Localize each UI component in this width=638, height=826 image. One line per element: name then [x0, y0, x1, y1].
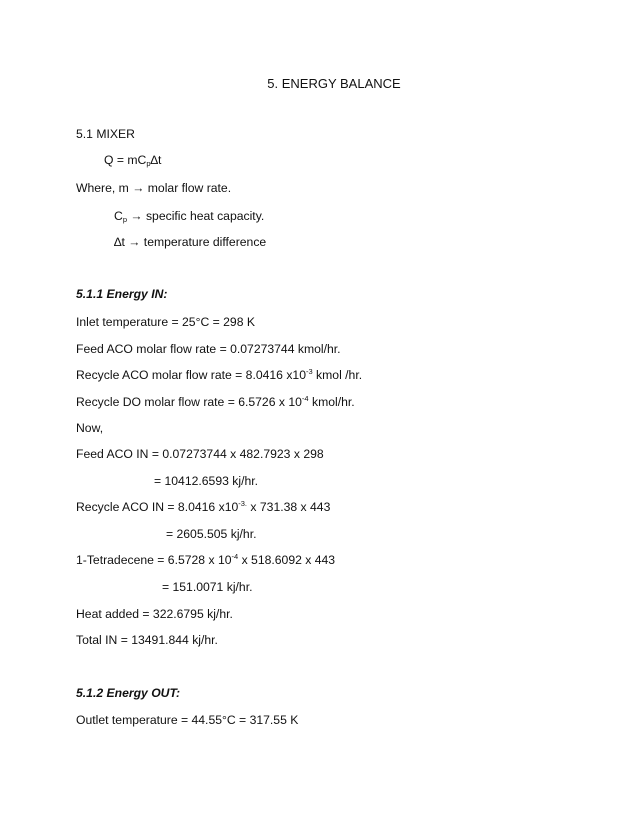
recycle-aco-in-text: Recycle ACO IN = 8.0416 x10	[76, 500, 239, 514]
recycle-aco-flow-rate	[76, 367, 362, 383]
total-in: Total IN = 13491.844 kj/hr.	[76, 633, 218, 647]
feed-aco-flow-rate: Feed ACO molar flow rate = 0.07273744 kmol/hr.	[76, 342, 341, 356]
recycle-do-rate-text: Recycle DO molar flow rate = 6.5726 x 10	[76, 395, 302, 409]
heat-added: Heat added = 322.6795 kj/hr.	[76, 607, 233, 621]
recycle-aco-rate-unit: kmol /hr.	[312, 368, 363, 382]
tetradecene-text: 1-Tetradecene = 6.5728 x 10	[76, 553, 232, 567]
recycle-do-rate-unit: kmol/hr.	[308, 395, 355, 409]
cp-text: → specific heat capacity.	[126, 209, 265, 223]
dt-definition: ∆t → temperature difference	[114, 235, 267, 249]
page-title: 5. ENERGY BALANCE	[267, 76, 401, 91]
recycle-aco-rate-text: Recycle ACO molar flow rate = 8.0416 x10	[76, 368, 306, 382]
outlet-temperature: Outlet temperature = 44.55°C = 317.55 K	[76, 713, 299, 727]
section-heading: 5.1 MIXER	[76, 127, 135, 141]
tetradecene-result: = 151.0071 kj/hr.	[162, 580, 253, 594]
formula-q: Q = mC	[104, 153, 147, 167]
recycle-aco-in	[76, 499, 330, 515]
cp-definition	[114, 208, 264, 224]
recycle-aco-rate-exponent: -3	[305, 367, 313, 376]
now-label: Now,	[76, 421, 104, 435]
formula-dt: ∆t	[150, 153, 162, 167]
recycle-aco-in-tail: x 731.38 x 443	[247, 500, 331, 514]
cp-c: C	[114, 209, 123, 223]
feed-aco-in-result: = 10412.6593 kj/hr.	[154, 474, 259, 488]
recycle-aco-in-exponent: -3.	[238, 499, 248, 508]
formula-p-subscript: p	[146, 159, 151, 168]
tetradecene-exponent: -4	[231, 552, 239, 561]
energy-out-heading: 5.1.2 Energy OUT:	[76, 686, 181, 700]
recycle-do-rate-exponent: -4	[301, 394, 309, 403]
tetradecene-in	[76, 552, 335, 568]
energy-in-heading: 5.1.1 Energy IN:	[76, 287, 168, 301]
recycle-do-flow-rate	[76, 394, 355, 410]
tetradecene-tail: x 518.6092 x 443	[238, 553, 336, 567]
inlet-temperature: Inlet temperature = 25°C = 298 K	[76, 315, 255, 329]
cp-p-subscript: p	[122, 215, 127, 224]
where-definition: Where, m → molar flow rate.	[76, 181, 232, 195]
recycle-aco-in-result: = 2605.505 kj/hr.	[166, 527, 257, 541]
heat-formula	[104, 152, 161, 168]
feed-aco-in: Feed ACO IN = 0.07273744 x 482.7923 x 298	[76, 447, 324, 461]
